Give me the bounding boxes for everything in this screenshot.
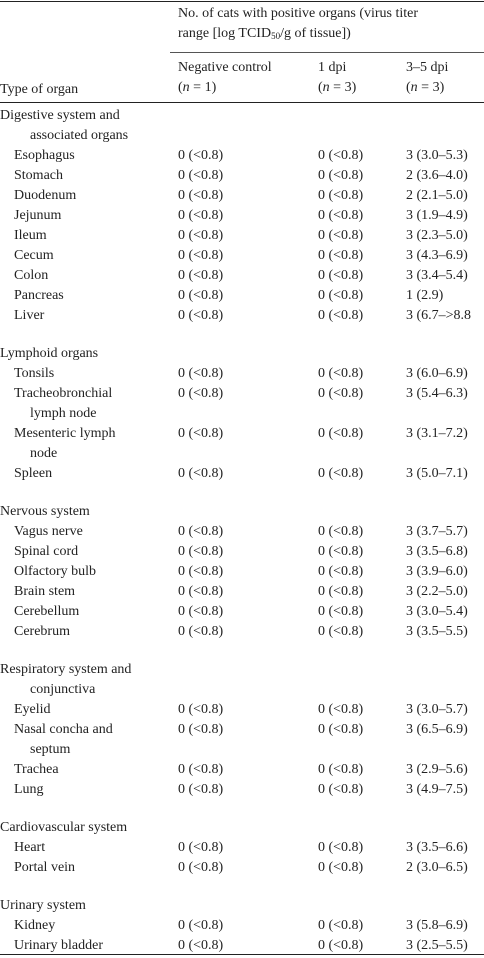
organ-name: Esophagus (14, 148, 75, 163)
organ-name: Stomach (14, 168, 63, 183)
cell-3-5dpi: 3 (3.7–5.7) (406, 524, 468, 539)
cell-3-5dpi: 3 (2.5–5.5) (406, 938, 468, 953)
cell-3-5dpi: 3 (3.5–6.8) (406, 544, 468, 559)
cell-1dpi: 0 (<0.8) (318, 762, 364, 777)
cell-negative-control: 0 (<0.8) (178, 702, 224, 717)
cell-3-5dpi: 3 (5.0–7.1) (406, 466, 468, 481)
col-header-3-5dpi-n: (n = 3) (406, 80, 445, 95)
cell-3-5dpi: 3 (2.2–5.0) (406, 584, 468, 599)
section-heading: Lymphoid organs (0, 346, 99, 361)
cell-negative-control: 0 (<0.8) (178, 386, 224, 401)
header-rule (0, 102, 484, 103)
spanner-heading-line-1: No. of cats with positive organs (virus titer (178, 6, 419, 21)
section-heading: Urinary system (0, 898, 86, 913)
cell-negative-control: 0 (<0.8) (178, 938, 224, 953)
cell-1dpi: 0 (<0.8) (318, 624, 364, 639)
cell-negative-control: 0 (<0.8) (178, 288, 224, 303)
organ-name: Urinary bladder (14, 938, 104, 953)
section-heading: Respiratory system and (0, 662, 132, 677)
cell-1dpi: 0 (<0.8) (318, 604, 364, 619)
organ-name: Pancreas (14, 288, 64, 303)
cell-3-5dpi: 3 (6.0–6.9) (406, 366, 468, 381)
organ-name: Vagus nerve (14, 524, 83, 539)
organ-name: Tracheobronchial (14, 386, 113, 401)
cell-3-5dpi: 2 (2.1–5.0) (406, 188, 468, 203)
cell-1dpi: 0 (<0.8) (318, 702, 364, 717)
organ-name: Spinal cord (14, 544, 79, 559)
cell-3-5dpi: 3 (5.4–6.3) (406, 386, 468, 401)
cell-1dpi: 0 (<0.8) (318, 544, 364, 559)
cell-negative-control: 0 (<0.8) (178, 188, 224, 203)
cell-3-5dpi: 3 (4.9–7.5) (406, 782, 468, 797)
cell-negative-control: 0 (<0.8) (178, 308, 224, 323)
cell-negative-control: 0 (<0.8) (178, 584, 224, 599)
cell-1dpi: 0 (<0.8) (318, 426, 364, 441)
cell-negative-control: 0 (<0.8) (178, 268, 224, 283)
cell-3-5dpi: 3 (3.1–7.2) (406, 426, 468, 441)
cell-3-5dpi: 3 (1.9–4.9) (406, 208, 468, 223)
cell-1dpi: 0 (<0.8) (318, 938, 364, 953)
organ-name: Lung (14, 782, 44, 797)
cell-3-5dpi: 3 (6.5–6.9) (406, 722, 468, 737)
cell-3-5dpi: 3 (3.5–5.5) (406, 624, 468, 639)
cell-3-5dpi: 3 (3.0–5.4) (406, 604, 468, 619)
cell-3-5dpi: 3 (5.8–6.9) (406, 918, 468, 933)
cell-negative-control: 0 (<0.8) (178, 722, 224, 737)
cell-1dpi: 0 (<0.8) (318, 308, 364, 323)
cell-1dpi: 0 (<0.8) (318, 228, 364, 243)
cell-1dpi: 0 (<0.8) (318, 148, 364, 163)
section-heading: Nervous system (0, 504, 90, 519)
spanner-heading-line-2: range [log $TCID_{50}/g$ of tissue]) (178, 26, 351, 41)
cell-negative-control: 0 (<0.8) (178, 840, 224, 855)
organ-name: Portal vein (14, 860, 76, 875)
cell-1dpi: 0 (<0.8) (318, 840, 364, 855)
cell-negative-control: 0 (<0.8) (178, 762, 224, 777)
spanner-rule (170, 52, 484, 53)
cell-3-5dpi: 3 (4.3–6.9) (406, 248, 468, 263)
cell-negative-control: 0 (<0.8) (178, 604, 224, 619)
cell-1dpi: 0 (<0.8) (318, 860, 364, 875)
cell-1dpi: 0 (<0.8) (318, 208, 364, 223)
cell-1dpi: 0 (<0.8) (318, 168, 364, 183)
cell-1dpi: 0 (<0.8) (318, 918, 364, 933)
cell-negative-control: 0 (<0.8) (178, 564, 224, 579)
cell-negative-control: 0 (<0.8) (178, 624, 224, 639)
organ-name: Cerebrum (14, 624, 70, 639)
organ-name: Mesenteric lymph (14, 426, 116, 441)
top-rule (0, 1, 484, 2)
cell-1dpi: 0 (<0.8) (318, 366, 364, 381)
cell-3-5dpi: 3 (3.9–6.0) (406, 564, 468, 579)
organ-name: Cerebellum (14, 604, 80, 619)
cell-1dpi: 0 (<0.8) (318, 782, 364, 797)
cell-negative-control: 0 (<0.8) (178, 782, 224, 797)
cell-negative-control: 0 (<0.8) (178, 860, 224, 875)
cell-1dpi: 0 (<0.8) (318, 466, 364, 481)
cell-3-5dpi: 3 (3.5–6.6) (406, 840, 468, 855)
cell-3-5dpi: 3 (6.7–>8.8 (406, 308, 472, 323)
cell-negative-control: 0 (<0.8) (178, 248, 224, 263)
organ-name: Tonsils (14, 366, 55, 381)
organ-name: Cecum (14, 248, 54, 263)
cell-negative-control: 0 (<0.8) (178, 148, 224, 163)
col-header-1dpi: 1 dpi (318, 60, 347, 75)
cell-3-5dpi: 2 (3.6–4.0) (406, 168, 468, 183)
cell-1dpi: 0 (<0.8) (318, 584, 364, 599)
cell-3-5dpi: 3 (2.3–5.0) (406, 228, 468, 243)
cell-1dpi: 0 (<0.8) (318, 722, 364, 737)
cell-1dpi: 0 (<0.8) (318, 524, 364, 539)
organ-name: Nasal concha and (14, 722, 113, 737)
cell-3-5dpi: 3 (3.0–5.7) (406, 702, 468, 717)
cell-negative-control: 0 (<0.8) (178, 228, 224, 243)
section-heading: Digestive system and (0, 108, 120, 123)
cell-1dpi: 0 (<0.8) (318, 248, 364, 263)
cell-negative-control: 0 (<0.8) (178, 366, 224, 381)
organ-name: node (30, 446, 58, 461)
cell-3-5dpi: 2 (3.0–6.5) (406, 860, 468, 875)
section-heading: conjunctiva (30, 682, 96, 697)
organ-name: Eyelid (14, 702, 51, 717)
col-header-negative-control: Negative control (178, 60, 272, 75)
cell-negative-control: 0 (<0.8) (178, 524, 224, 539)
organ-name: Colon (14, 268, 49, 283)
organ-name: septum (30, 742, 71, 757)
organ-name: Heart (14, 840, 46, 855)
organ-name: Duodenum (14, 188, 77, 203)
cell-negative-control: 0 (<0.8) (178, 918, 224, 933)
cell-negative-control: 0 (<0.8) (178, 466, 224, 481)
section-heading: Cardiovascular system (0, 820, 128, 835)
cell-1dpi: 0 (<0.8) (318, 188, 364, 203)
cell-3-5dpi: 3 (2.9–5.6) (406, 762, 468, 777)
organ-name: Liver (14, 308, 45, 323)
cell-1dpi: 0 (<0.8) (318, 288, 364, 303)
cell-negative-control: 0 (<0.8) (178, 426, 224, 441)
organ-name: lymph node (30, 406, 97, 421)
subscript-50: 50 (271, 31, 281, 41)
cell-3-5dpi: 3 (3.4–5.4) (406, 268, 468, 283)
cell-negative-control: 0 (<0.8) (178, 168, 224, 183)
cell-3-5dpi: 3 (3.0–5.3) (406, 148, 468, 163)
col-header-1dpi-n: (n = 3) (318, 80, 357, 95)
organ-name: Jejunum (14, 208, 62, 223)
col-header-3-5dpi: 3–5 dpi (406, 60, 449, 75)
cell-3-5dpi: 1 (2.9) (406, 288, 444, 303)
organ-name: Ileum (14, 228, 47, 243)
cell-1dpi: 0 (<0.8) (318, 564, 364, 579)
cell-1dpi: 0 (<0.8) (318, 386, 364, 401)
col-header-type-of-organ: Type of organ (0, 82, 79, 97)
cell-1dpi: 0 (<0.8) (318, 268, 364, 283)
col-header-negative-control-n: (n = 1) (178, 80, 217, 95)
organ-name: Brain stem (14, 584, 76, 599)
cell-negative-control: 0 (<0.8) (178, 208, 224, 223)
organ-name: Trachea (14, 762, 59, 777)
organ-name: Spleen (14, 466, 53, 481)
section-heading: associated organs (30, 128, 129, 143)
cell-negative-control: 0 (<0.8) (178, 544, 224, 559)
organ-name: Kidney (14, 918, 56, 933)
organ-name: Olfactory bulb (14, 564, 97, 579)
